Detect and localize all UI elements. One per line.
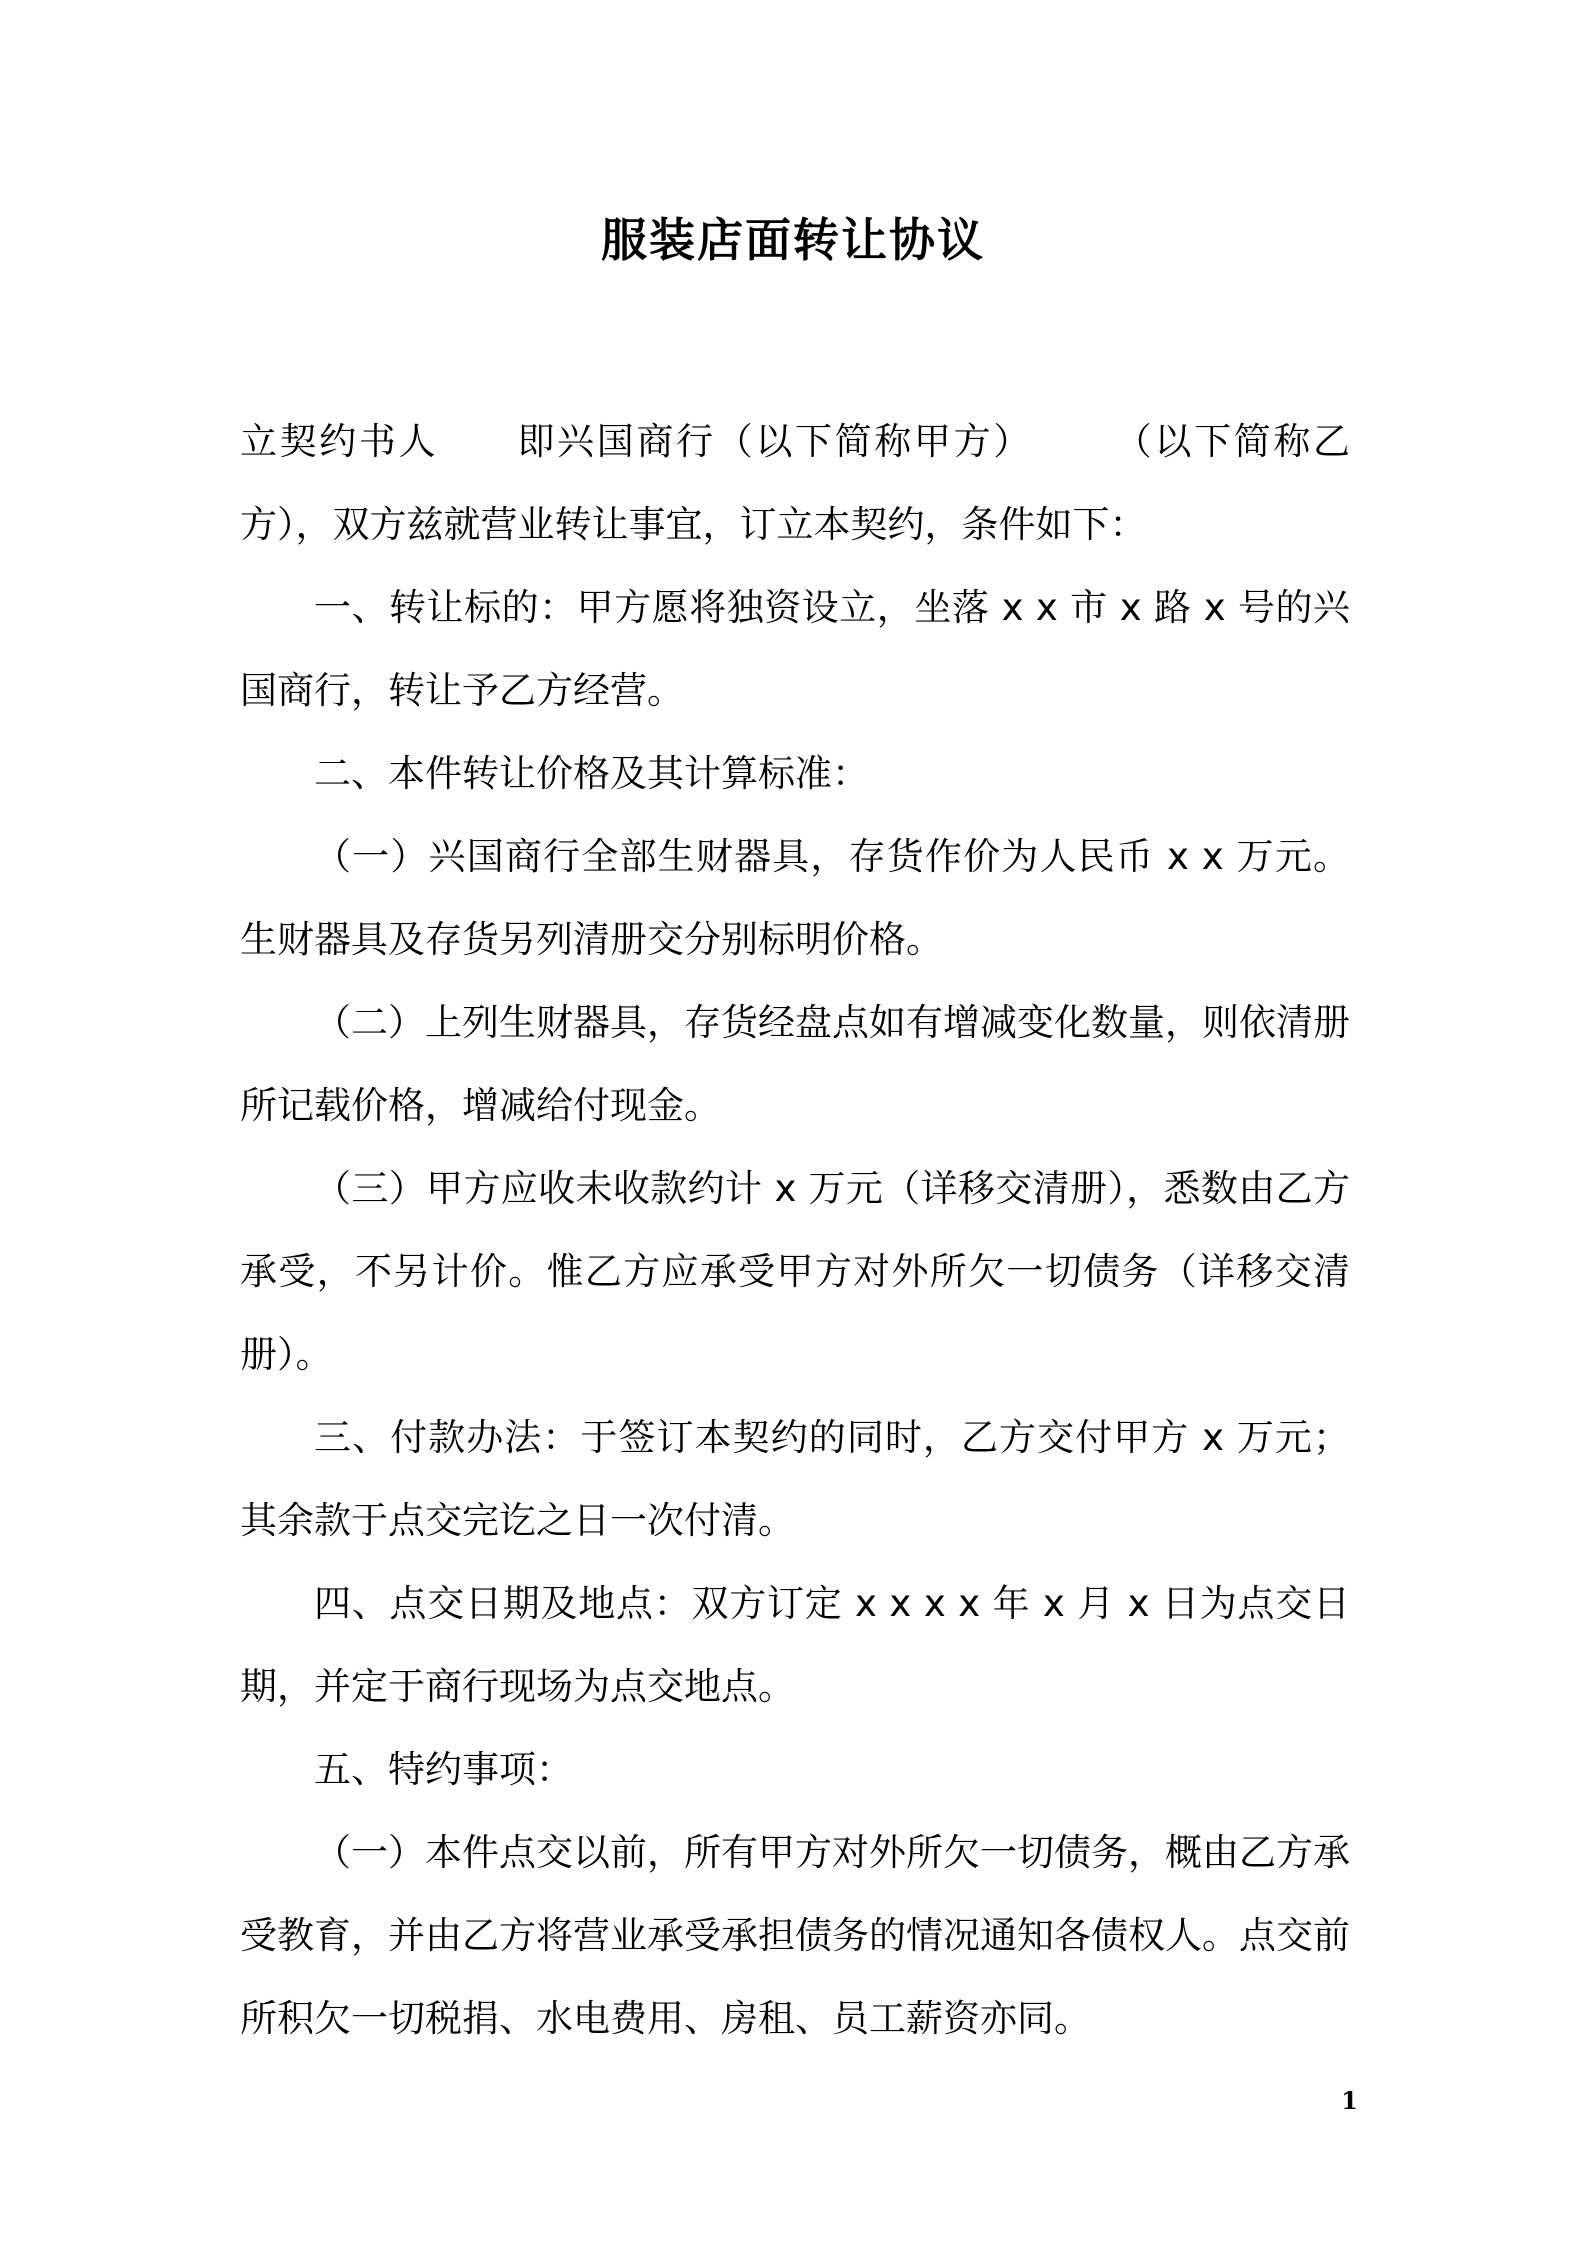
paragraph-clause-3: 三、付款办法：于签订本契约的同时，乙方交付甲方 x 万元；其余款于点交完讫之日一次付清。 — [240, 1416, 1350, 1542]
document-body — [240, 400, 1350, 2060]
paragraph-clause-4: 四、点交日期及地点：双方订定 x x x x 年 x 月 x 日为点交日期，并定于商行现场为点交地点。 — [240, 1582, 1350, 1708]
paragraph-clause-1: 一、转让标的：甲方愿将独资设立，坐落 x x 市 x 路 x 号的兴国商行，转让予乙方经营。 — [240, 586, 1350, 712]
document-title: 服装店面转让协议 — [601, 213, 985, 267]
paragraph-clause-2: 二、本件转让价格及其计算标准： — [314, 752, 869, 795]
paragraph-clause-2-2: （二）上列生财器具，存货经盘点如有增减变化数量，则依清册所记载价格，增减给付现金。 — [240, 1001, 1350, 1127]
paragraph-clause-2-1: （一）兴国商行全部生财器具，存货作价为人民币 x x 万元。生财器具及存货另列清册交分别标明价格。 — [240, 835, 1350, 961]
paragraph-clause-5: 五、特约事项： — [314, 1748, 573, 1791]
paragraph-intro: 立契约书人 即兴国商行（以下简称甲方） （以下简称乙方），双方兹就营业转让事宜，订立本契约，条件如下： — [240, 420, 1350, 546]
paragraph-clause-2-3: （三）甲方应收未收款约计 x 万元（详移交清册），悉数由乙方承受，不另计价。惟乙方应承受甲方对外所欠一切债务（详移交清册）。 — [240, 1167, 1350, 1376]
page-number: 1 — [1341, 2086, 1358, 2115]
paragraph-clause-5-1: （一）本件点交以前，所有甲方对外所欠一切债务，概由乙方承受教育，并由乙方将营业承受承担债务的情况通知各债权人。点交前所积欠一切税捐、水电费用、房租、员工薪资亦同。 — [240, 1831, 1350, 2040]
